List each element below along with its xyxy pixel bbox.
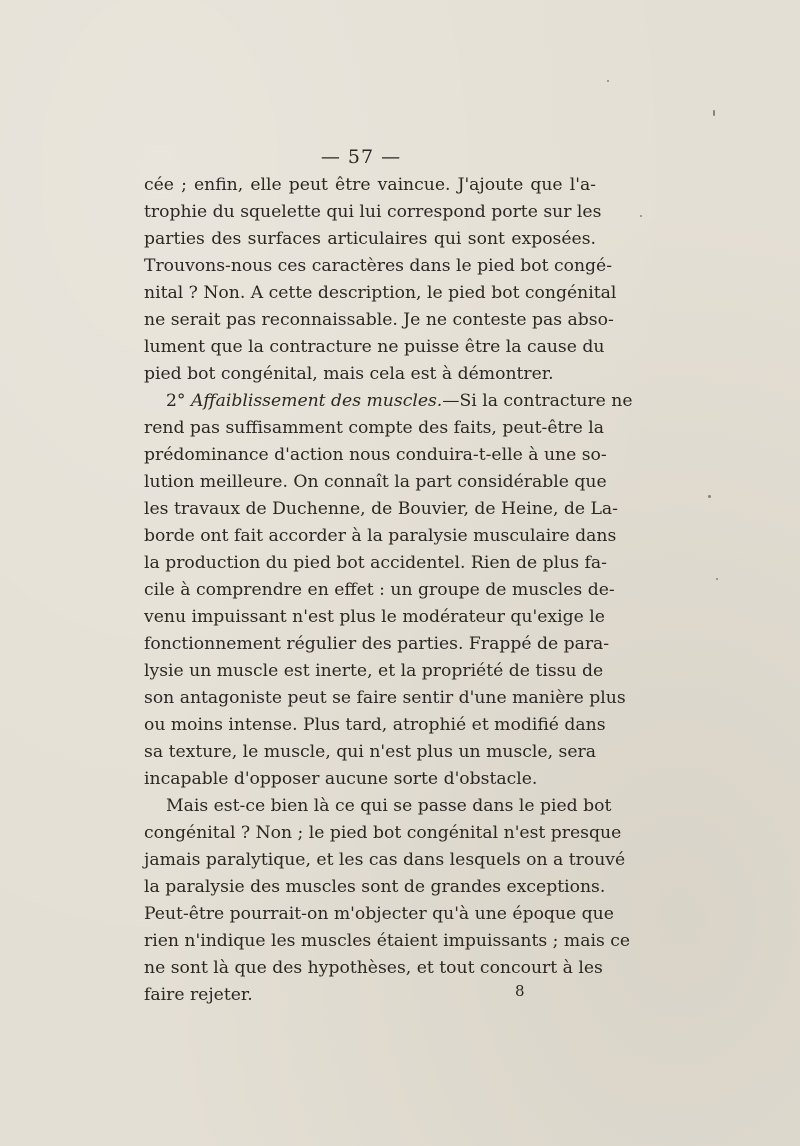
section-heading-continuation: —Si la contracture ne <box>442 391 633 411</box>
paper-speck <box>607 80 609 82</box>
paper-speck <box>716 578 718 580</box>
text-line: Peut-être pourrait-on m'objecter qu'à une époque que <box>144 904 614 924</box>
text-line: lysie un muscle est inerte, et la propriété de tissu de <box>144 661 604 681</box>
text-line: la production du pied bot accidentel. Rien de plus fa- <box>144 553 607 573</box>
text-line: faire rejeter. <box>144 985 253 1005</box>
text-line: son antagoniste peut se faire sentir d'une manière plus <box>144 688 626 708</box>
text-line: prédominance d'action nous conduira-t-elle à une so- <box>144 445 607 465</box>
text-line: trophie du squelette qui lui correspond porte sur les <box>144 202 602 222</box>
text-line: ou moins intense. Plus tard, atrophié et modifié dans <box>144 715 606 735</box>
signature-mark: 8 <box>515 982 525 1000</box>
text-line: cée ; enfin, elle peut être vaincue. J'ajoute que l'a- <box>144 175 596 195</box>
text-line: lument que la contracture ne puisse être la cause du <box>144 337 605 357</box>
text-line: borde ont fait accorder à la paralysie musculaire dans <box>144 526 617 546</box>
text-line: Mais est-ce bien là ce qui se passe dans le pied bot <box>166 796 612 816</box>
text-line: ne sont là que des hypothèses, et tout concourt à les <box>144 958 603 978</box>
text-line: incapable d'opposer aucune sorte d'obstacle. <box>144 769 538 789</box>
body-text <box>144 172 633 1009</box>
text-line: venu impuissant n'est plus le modérateur qu'exige le <box>144 607 605 627</box>
text-line: sa texture, le muscle, qui n'est plus un muscle, sera <box>144 742 596 762</box>
text-line: lution meilleure. On connaît la part considérable que <box>144 472 607 492</box>
paper-speck <box>708 495 711 498</box>
paper-speck <box>640 215 642 217</box>
text-line: parties des surfaces articulaires qui sont exposées. <box>144 229 596 249</box>
section-number: 2° <box>166 391 186 411</box>
text-line: les travaux de Duchenne, de Bouvier, de Heine, de La- <box>144 499 618 519</box>
section-heading: Affaiblissement des muscles. <box>191 391 443 411</box>
text-line: la paralysie des muscles sont de grandes exceptions. <box>144 877 606 897</box>
text-line: Trouvons-nous ces caractères dans le pied bot congé- <box>144 256 613 276</box>
page-number: — 57 — <box>320 146 402 168</box>
text-line: congénital ? Non ; le pied bot congénital n'est presque <box>144 823 622 843</box>
paper-speck <box>713 110 715 116</box>
text-line: jamais paralytique, et les cas dans lesquels on a trouvé <box>144 850 626 870</box>
text-line: pied bot congénital, mais cela est à démontrer. <box>144 364 554 384</box>
text-line: fonctionnement régulier des parties. Frappé de para- <box>144 634 610 654</box>
text-line: rend pas suffisamment compte des faits, peut-être la <box>144 418 604 438</box>
text-line: nital ? Non. A cette description, le pied bot congénital <box>144 283 617 303</box>
text-line: cile à comprendre en effet : un groupe de muscles de- <box>144 580 615 600</box>
text-line: rien n'indique les muscles étaient impuissants ; mais ce <box>144 931 631 951</box>
section-heading-line <box>144 388 633 415</box>
text-line: ne serait pas reconnaissable. Je ne conteste pas abso- <box>144 310 614 330</box>
